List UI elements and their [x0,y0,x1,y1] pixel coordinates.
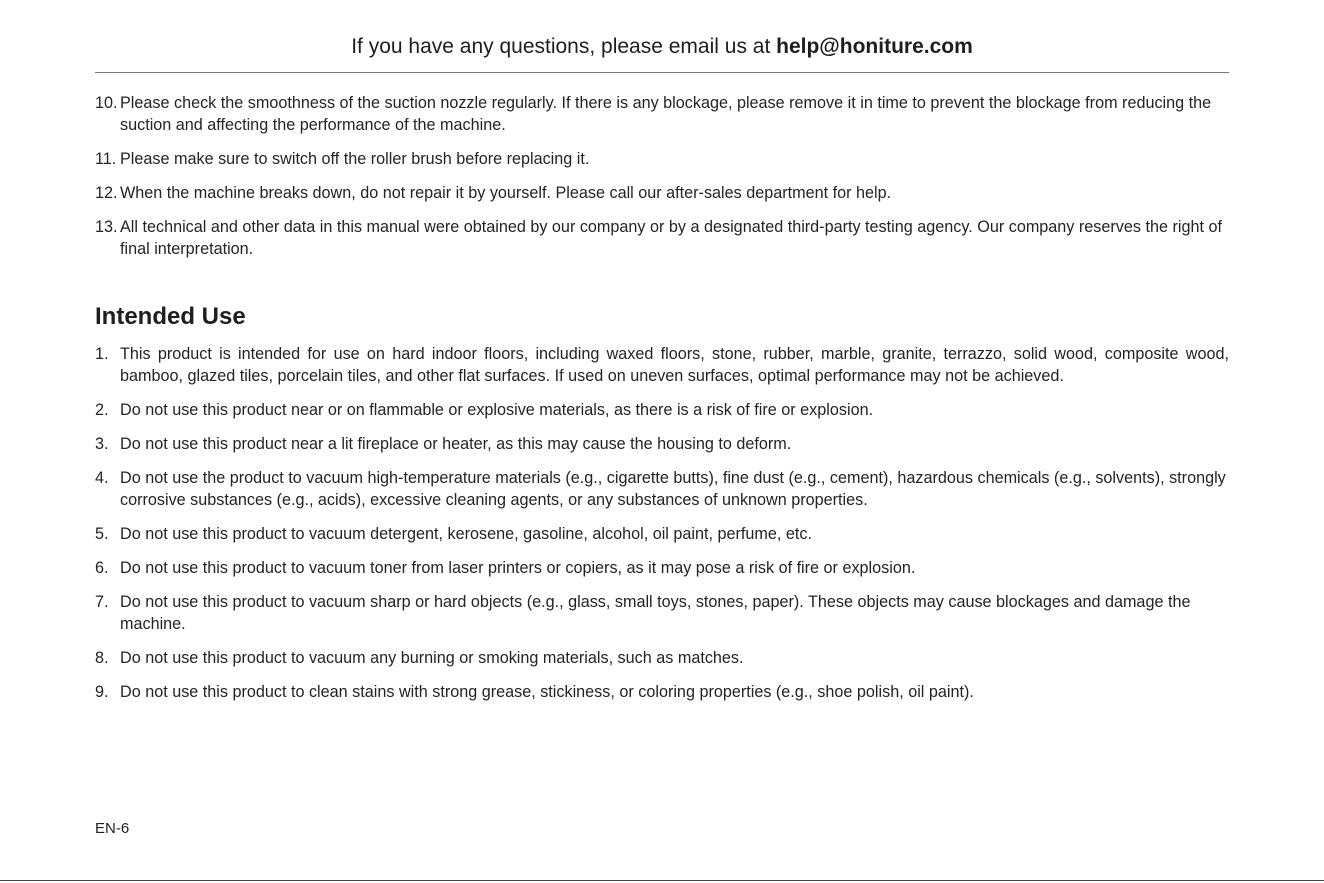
list-item-number: 3. [95,435,109,453]
list-item-number: 13. [95,218,118,236]
list-item [95,591,1229,635]
list-item-text: Do not use the product to vacuum high-temperature materials (e.g., cigarette butts), fine dust (e.g., cement), hazardous chemicals (e.g., solvents), strongly corrosive substances (e.g., acids), excessive cleaning agents, or any substances of unknown properties. [120,469,1226,509]
list-item-text: All technical and other data in this manual were obtained by our company or by a designated third-party testing agency. Our company reserves the right of final interpretation. [120,218,1222,258]
list-item-text: Do not use this product to vacuum any burning or smoking materials, such as matches. [120,649,744,667]
section-title-intended-use: Intended Use [95,303,246,330]
list-item [95,681,1229,703]
list-item [95,182,1229,204]
list-item-text: Do not use this product near or on flammable or explosive materials, as there is a risk of fire or explosion. [120,401,874,419]
list-item [95,523,1229,545]
list-item-number: 9. [95,683,109,701]
list-item-number: 11. [95,150,117,168]
list-item-text: Do not use this product near a lit fireplace or heater, as this may cause the housing to deform. [120,435,792,453]
list-item-text: Do not use this product to vacuum sharp or hard objects (e.g., glass, small toys, stones, paper). These objects may cause blockages and damage the machine. [120,593,1191,633]
list-item-text: Please check the smoothness of the suction nozzle regularly. If there is any blockage, please remove it in time to prevent the blockage from reducing the suction and affecting the performance of the machine. [120,94,1212,134]
list-item-number: 5. [95,525,109,543]
list-item-text: Do not use this product to clean stains with strong grease, stickiness, or coloring properties (e.g., shoe polish, oil paint). [120,683,974,701]
contact-header [95,32,1229,62]
bottom-divider [0,880,1324,881]
page-number: EN-6 [95,820,130,837]
list-item [95,467,1229,511]
list-item-number: 10. [95,94,118,112]
list-item-number: 8. [95,649,109,667]
list-item [95,399,1229,421]
list-item [95,433,1229,455]
list-item-number: 4. [95,469,109,487]
list-item [95,557,1229,579]
contact-header-text: If you have any questions, please email us at [351,35,777,58]
list-item-number: 2. [95,401,109,419]
list-item-text: Do not use this product to vacuum detergent, kerosene, gasoline, alcohol, oil paint, perfume, etc. [120,525,812,543]
continued-list [95,92,1229,272]
list-item-number: 7. [95,593,109,611]
list-item-number: 1. [95,345,109,363]
header-divider [95,72,1229,73]
intended-use-list [95,343,1229,715]
list-item [95,647,1229,669]
list-item-number: 12. [95,184,118,202]
list-item-number: 6. [95,559,109,577]
list-item [95,148,1229,170]
list-item [95,92,1229,136]
list-item-text: Do not use this product to vacuum toner from laser printers or copiers, as it may pose a risk of fire or explosion. [120,559,916,577]
list-item-text: Please make sure to switch off the roller brush before replacing it. [120,150,590,168]
list-item [95,343,1229,387]
list-item [95,216,1229,260]
list-item-text: When the machine breaks down, do not repair it by yourself. Please call our after-sales department for help. [120,184,892,202]
contact-email: help@honiture.com [776,35,973,58]
list-item-text: This product is intended for use on hard indoor floors, including waxed floors, stone, rubber, marble, granite, terrazzo, solid wood, composite wood, bamboo, glazed tiles, porcelain tiles, and other flat surfaces. If used on uneven surfaces, optimal performance may not be achieved. [120,345,1229,385]
